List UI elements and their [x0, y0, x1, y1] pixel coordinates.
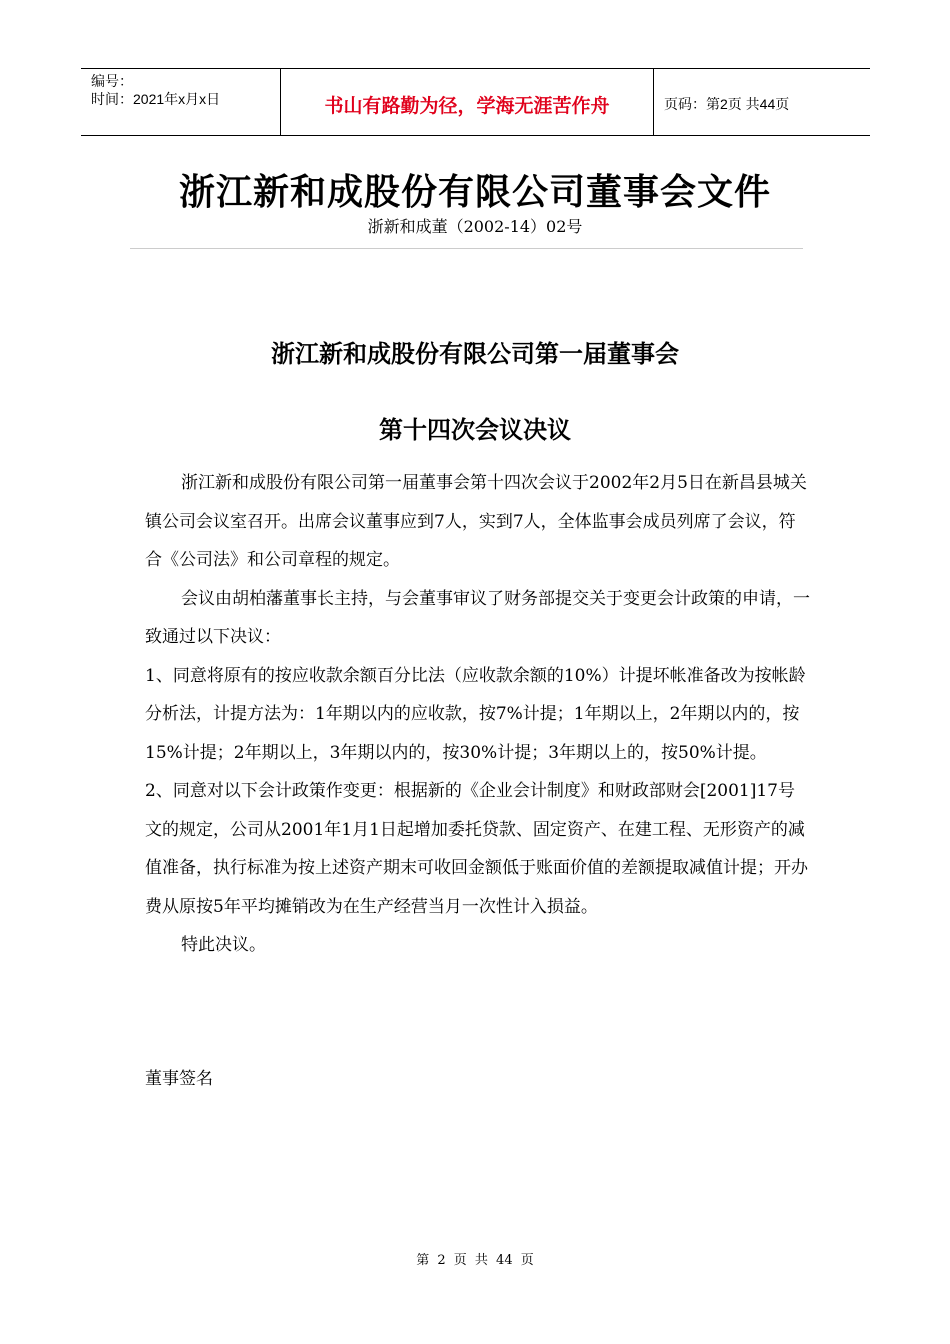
time-label: 时间：2021年x月x日	[91, 91, 221, 107]
document-number: 浙新和成董（2002-14）02号	[367, 217, 583, 236]
header-table	[81, 68, 870, 136]
resolution-2: 2、同意对以下会计政策作变更：根据新的《企业会计制度》和财政部财会[2001]17号文的规定，公司从2001年1月1日起增加委托贷款、固定资产、在建工程、无形资产的减值准备，执行标准为按上述资产期末可收回金额低于账面价值的差额提取减值计提；开办费从原按5年平均摊销改为在生产经营当月一次性计入损益。	[145, 781, 808, 917]
resolution-title-line2: 第十四次会议决议	[379, 416, 571, 444]
paragraph-meeting-chair: 会议由胡柏藩董事长主持，与会董事审议了财务部提交关于变更会计政策的申请，一致通过以下决议：	[145, 588, 810, 647]
number-label: 编号：	[91, 73, 133, 89]
paragraph-meeting-info: 浙江新和成股份有限公司第一届董事会第十四次会议于2002年2月5日在新昌县城关镇公司会议室召开。出席会议董事应到7人，实到7人，全体监事会成员列席了会议，符合《公司法》和公司章程的规定。	[145, 473, 807, 570]
page-footer: 第 2 页 共 44 页	[416, 1253, 534, 1268]
document-title: 浙江新和成股份有限公司董事会文件	[178, 172, 771, 213]
resolution-title-line1: 浙江新和成股份有限公司第一届董事会	[271, 340, 679, 368]
director-signature-label: 董事签名	[145, 1069, 213, 1089]
motto: 书山有路勤为径，学海无涯苦作舟	[281, 69, 654, 135]
body-text	[145, 464, 810, 965]
resolution-1: 1、同意将原有的按应收款余额百分比法（应收款余额的10%）计提坏帐准备改为按帐龄分析法，计提方法为：1年期以内的应收款，按7%计提；1年期以上，2年期以内的，按15%计提；2年期以上，3年期以内的，按30%计提；3年期以上的，按50%计提。	[145, 665, 806, 763]
header-meta	[81, 69, 281, 135]
closing-statement: 特此决议。	[181, 935, 266, 955]
divider	[130, 248, 803, 249]
page-info: 页码：第2页 共44页	[664, 96, 790, 112]
